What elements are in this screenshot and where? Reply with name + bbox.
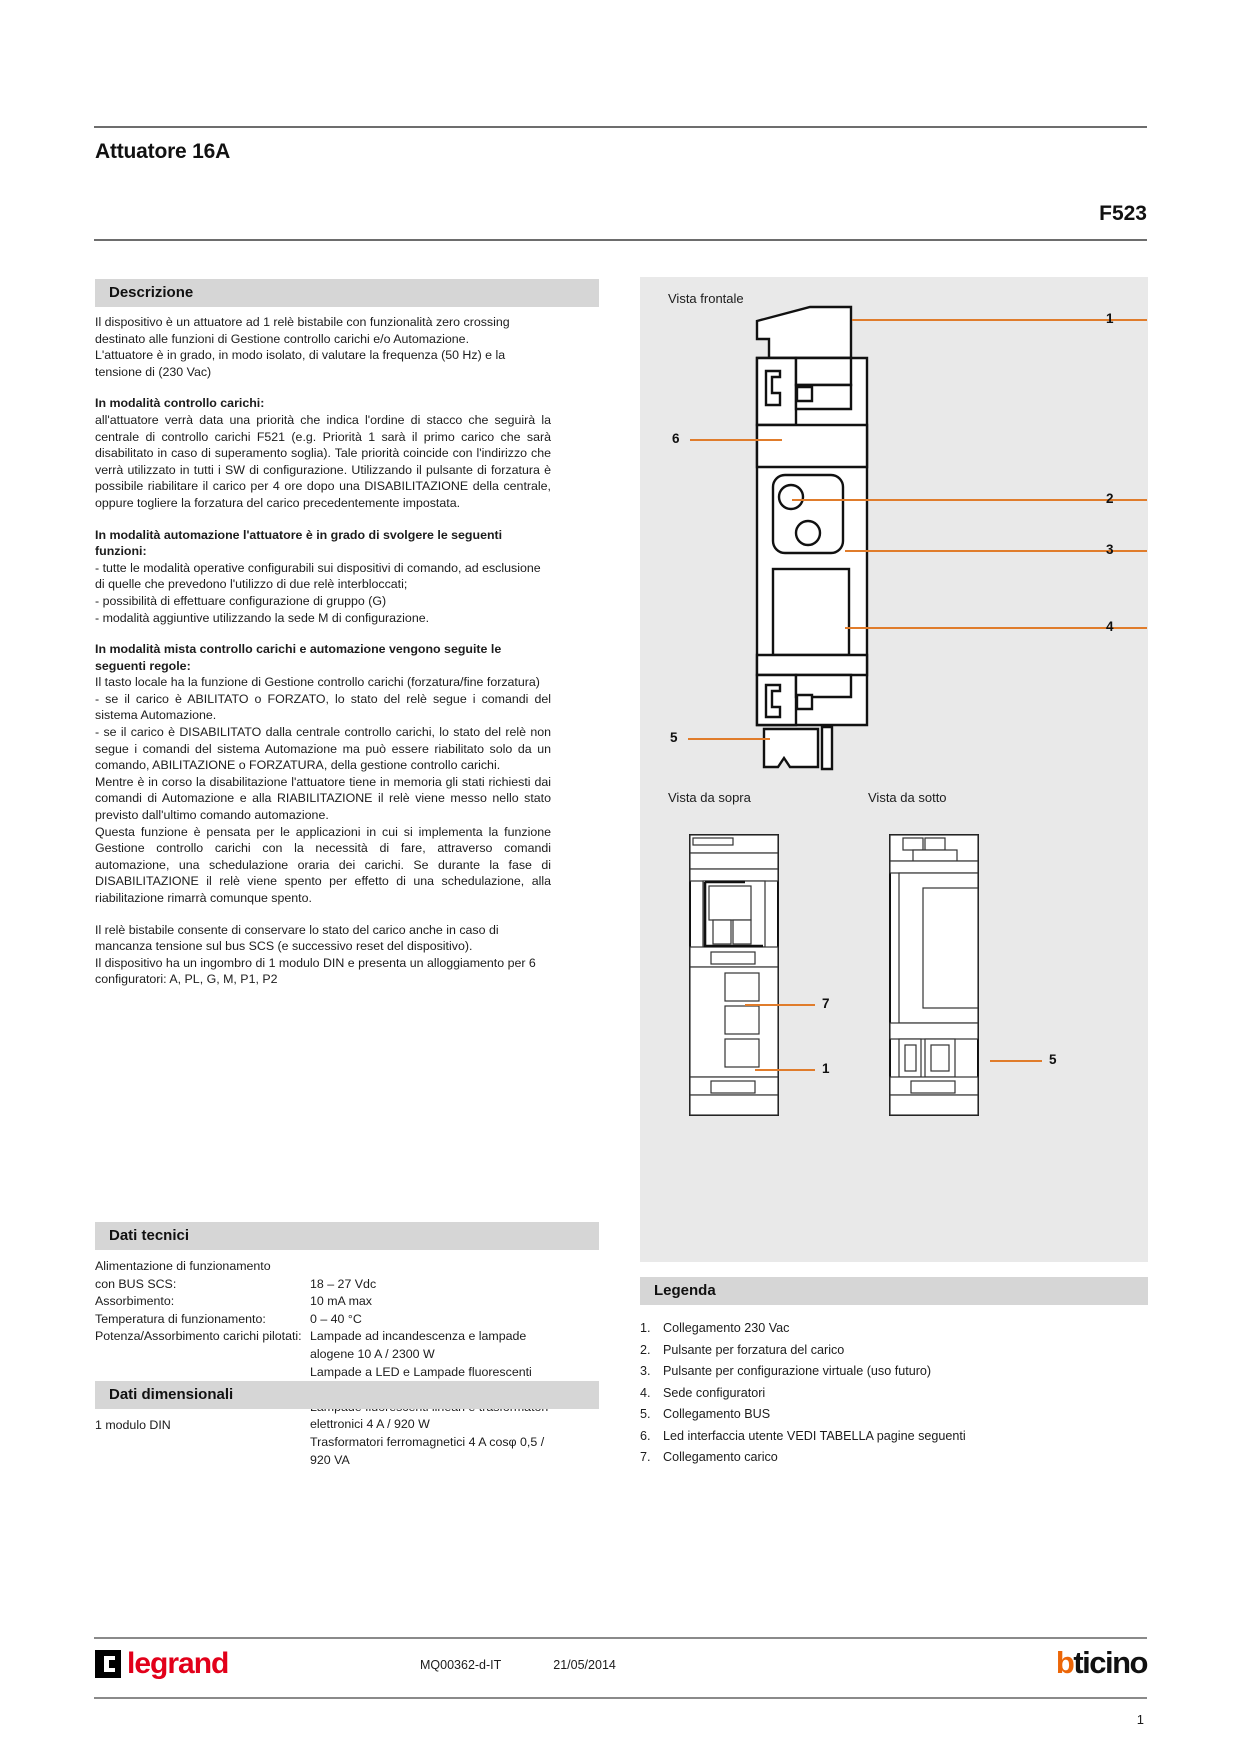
callout-front-3: 3 xyxy=(1106,542,1114,557)
description-intro2: L'attuatore è in grado, in modo isolato, di valutare la frequenza (50 Hz) e la tensione di (230 Vac) xyxy=(95,348,506,379)
view-label-top: Vista da sopra xyxy=(668,790,751,805)
bticino-logo xyxy=(1055,1645,1147,1680)
page-title: Attuatore 16A xyxy=(95,140,231,163)
legend-item-label: Sede configuratori xyxy=(663,1385,766,1400)
body-controllo-carichi: all'attuatore verrà data una priorità che indica l'ordine di stacco che seguirà la centrale di controllo carichi F521 (e.g. Priorità 1 sarà il primo carico che sarà disabilitato in caso di superamento soglia). Tale priorità coincide con l'indirizzo che verrà utilizzato in tutti i SW di configurazione. Utilizzando il pulsante di forzatura è possibile riabilitare il carico per 4 ore dopo una DISABILITAZIONE della centrale, oppure togliere la forzatura del carico precedentemente impostata. xyxy=(95,412,551,510)
tech-data-row xyxy=(95,1346,555,1364)
legend-item-label: Pulsante per forzatura del carico xyxy=(663,1342,845,1357)
bottom-view-drawing xyxy=(885,830,995,1120)
leader-line-front-5 xyxy=(688,738,770,740)
legend-item xyxy=(640,1383,1100,1405)
mista-line-2: - se il carico è ABILITATO o FORZATO, lo stato del relè segue i comandi del sistema Automazione. xyxy=(95,691,551,723)
legend-item-label: Led interfaccia utente VEDI TABELLA pagine seguenti xyxy=(663,1428,966,1443)
technical-data-table xyxy=(95,1258,555,1469)
tech-data-value xyxy=(310,1258,555,1276)
tech-data-row xyxy=(95,1311,555,1329)
leader-line-top-1 xyxy=(755,1069,815,1071)
legend-item xyxy=(640,1318,1100,1340)
tech-data-value: alogene 10 A / 2300 W xyxy=(310,1346,435,1361)
section-header-descrizione xyxy=(95,279,599,307)
heading-controllo-carichi: In modalità controllo carichi: xyxy=(95,396,265,411)
callout-front-1: 1 xyxy=(1106,311,1114,326)
tech-data-label xyxy=(95,1364,310,1382)
callout-top-7: 7 xyxy=(822,996,830,1011)
tech-data-value: 10 mA max xyxy=(310,1294,372,1309)
legend-list xyxy=(640,1318,1100,1469)
legrand-logo xyxy=(95,1647,229,1680)
view-label-bottom: Vista da sotto xyxy=(868,790,947,805)
footer-divider-top xyxy=(94,1637,1147,1639)
document-date: 21/05/2014 xyxy=(553,1658,616,1672)
header-divider-top xyxy=(94,126,1147,128)
legend-item xyxy=(640,1404,1100,1426)
legend-item xyxy=(640,1426,1100,1448)
tech-data-label: Alimentazione di funzionamento xyxy=(95,1259,271,1273)
automazione-item-2: - possibilità di effettuare configurazione di gruppo (G) xyxy=(95,593,387,608)
page-number: 1 xyxy=(1136,1712,1144,1727)
callout-front-6: 6 xyxy=(672,431,680,446)
tech-data-value: elettronici 4 A / 920 W xyxy=(310,1417,430,1432)
view-label-front: Vista frontale xyxy=(668,291,744,306)
section-title-descrizione: Descrizione xyxy=(109,284,194,301)
footer-divider-bottom xyxy=(94,1697,1147,1699)
legend-item-label: Collegamento 230 Vac xyxy=(663,1321,790,1335)
tech-data-label xyxy=(95,1434,310,1469)
section-title-legenda: Legenda xyxy=(654,1282,716,1299)
legend-item-label: Collegamento carico xyxy=(663,1450,778,1464)
legend-item xyxy=(640,1361,1100,1383)
tech-data-label: Assorbimento: xyxy=(95,1294,175,1309)
leader-line-bottom-5 xyxy=(990,1060,1042,1062)
description-intro: Il dispositivo è un attuatore ad 1 relè bistabile con funzionalità zero crossing destinato alle funzioni di Gestione controllo carichi e/o Automazione. xyxy=(95,315,510,346)
mista-line-4: Mentre è in corso la disabilitazione l'attuatore tiene in memoria gli stati richiesti dai comandi di Automazione e alla RIABILITAZIONE il relè viene messo nello stato previsto dall'ultimo comando automazione. xyxy=(95,774,551,823)
footer-document-info xyxy=(420,1658,820,1672)
tech-data-value: 18 – 27 Vdc xyxy=(310,1276,377,1291)
legend-item xyxy=(640,1340,1100,1362)
legend-item-index: 6. xyxy=(640,1428,651,1443)
legend-item-index: 5. xyxy=(640,1407,651,1421)
leader-line-front-4 xyxy=(845,627,1147,629)
section-header-dati-dimensionali xyxy=(95,1381,599,1409)
bticino-wordmark-ticino: ticino xyxy=(1073,1645,1147,1680)
callout-bottom-5: 5 xyxy=(1049,1052,1057,1067)
front-view-drawing xyxy=(750,297,940,777)
mista-line-1: Il tasto locale ha la funzione di Gestione controllo carichi (forzatura/fine forzatura) xyxy=(95,675,540,690)
tech-data-value: 0 – 40 °C xyxy=(310,1311,362,1326)
legrand-mark-icon xyxy=(95,1650,121,1678)
leader-line-front-6 xyxy=(690,439,782,441)
product-code: F523 xyxy=(1099,202,1147,225)
legend-item-index: 1. xyxy=(640,1321,651,1335)
mista-line-3: - se il carico è DISABILITATO dalla centrale controllo carichi, lo stato del relè non segue i comandi del sistema Automazione ma può essere riabilitato solo da un comando, ABILITAZIONE o FORZATURA, della gestione controllo carichi. xyxy=(95,725,551,773)
tech-data-row xyxy=(95,1328,555,1346)
mista-line-5: Questa funzione è pensata per le applicazioni in cui si implementa la funzione Gestione controllo carichi con la necessità di fare, attraverso comandi automazione, una schedulazione oraria dei carichi. Se durante la fase di DISABILITAZIONE il relè viene spento per effetto di una schedulazione, alla riabilitazione rimarrà comunque spento. xyxy=(95,824,551,905)
heading-modalita-mista: In modalità mista controllo carichi e automazione vengono seguite le seguenti regole: xyxy=(95,642,502,673)
section-title-dati-tecnici: Dati tecnici xyxy=(109,1227,190,1244)
heading-automazione: In modalità automazione l'attuatore è in grado di svolgere le seguenti funzioni: xyxy=(95,527,503,559)
legend-item-index: 2. xyxy=(640,1342,651,1357)
tech-data-row xyxy=(95,1293,555,1311)
leader-line-front-3 xyxy=(845,550,1147,552)
bticino-wordmark-b: b xyxy=(1055,1645,1074,1680)
leader-line-front-2 xyxy=(792,499,1147,501)
tech-data-label: Potenza/Assorbimento carichi pilotati: xyxy=(95,1329,302,1344)
leader-line-top-7 xyxy=(745,1004,815,1006)
description-block xyxy=(95,314,551,988)
tech-data-label xyxy=(95,1346,310,1364)
legend-item-index: 7. xyxy=(640,1450,651,1464)
callout-front-5: 5 xyxy=(670,730,678,745)
callout-front-2: 2 xyxy=(1106,491,1114,506)
tech-data-value: Trasformatori ferromagnetici 4 A cosφ 0,5 / 920 VA xyxy=(310,1434,545,1467)
legend-item xyxy=(640,1447,1100,1469)
tech-data-label: Temperatura di funzionamento: xyxy=(95,1311,266,1326)
tech-data-row xyxy=(95,1434,555,1469)
tech-data-label: con BUS SCS: xyxy=(95,1276,177,1291)
legend-item-index: 4. xyxy=(640,1385,651,1400)
legend-item-label: Pulsante per configurazione virtuale (uso futuro) xyxy=(663,1364,932,1378)
tech-data-value: Lampade ad incandescenza e lampade xyxy=(310,1329,527,1344)
automazione-item-3: - modalità aggiuntive utilizzando la sede M di configurazione. xyxy=(95,610,430,625)
legend-item-label: Collegamento BUS xyxy=(663,1407,771,1421)
automazione-item-1: - tutte le modalità operative configurabili sui dispositivi di comando, ad esclusione di quelle che prevedono l'utilizzo di due relè interbloccati; xyxy=(95,560,541,592)
tech-data-row xyxy=(95,1364,555,1382)
callout-front-4: 4 xyxy=(1106,619,1114,634)
section-header-dati-tecnici xyxy=(95,1222,599,1250)
document-number: MQ00362-d-IT xyxy=(420,1658,502,1672)
legrand-wordmark: legrand xyxy=(127,1647,229,1680)
tech-data-row xyxy=(95,1258,555,1276)
leader-line-front-1 xyxy=(852,319,1147,321)
tech-data-row xyxy=(95,1276,555,1294)
section-title-dati-dimensionali: Dati dimensionali xyxy=(109,1386,234,1403)
closing-paragraph-2: Il dispositivo ha un ingombro di 1 modulo DIN e presenta un alloggiamento per 6 configuratori: A, PL, G, M, P1, P2 xyxy=(95,955,536,987)
legend-item-index: 3. xyxy=(640,1364,651,1378)
callout-top-1: 1 xyxy=(822,1061,830,1076)
header-divider-bottom xyxy=(94,239,1147,241)
dimensional-value: 1 modulo DIN xyxy=(95,1418,171,1432)
closing-paragraph-1: Il relè bistabile consente di conservare lo stato del carico anche in caso di mancanza tensione sul bus SCS (e successivo reset del dispositivo). xyxy=(95,922,499,954)
top-view-drawing xyxy=(685,830,795,1120)
section-header-legenda xyxy=(640,1277,1148,1305)
tech-data-value: Lampade a LED e Lampade fluorescenti xyxy=(310,1364,532,1379)
technical-drawing-panel xyxy=(640,277,1148,1262)
